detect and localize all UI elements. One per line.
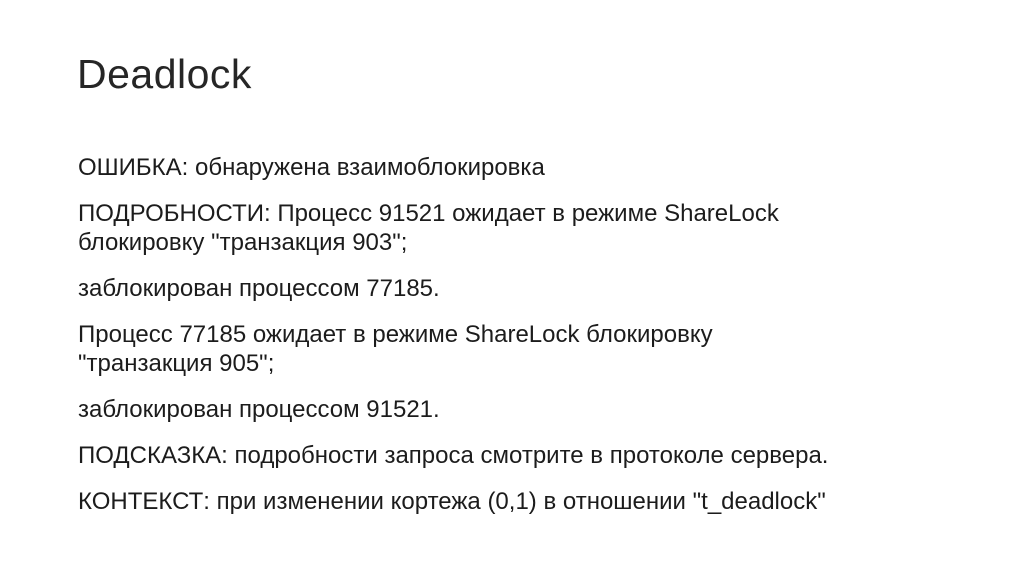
body-paragraph-process-77185: [78, 320, 988, 378]
body-line: Процесс 77185 ожидает в режиме ShareLock блокировку: [78, 321, 713, 348]
body-line: КОНТЕКСТ: при изменении кортежа (0,1) в отношении "t_deadlock": [78, 488, 826, 515]
body-line: ПОДСКАЗКА: подробности запроса смотрите в протоколе сервера.: [78, 442, 829, 469]
body-paragraph-blocked-by-91521: [78, 395, 988, 424]
body-paragraph-context: [78, 487, 988, 516]
body-line: блокировку "транзакция 903";: [78, 229, 408, 256]
body-line: ОШИБКА: обнаружена взаимоблокировка: [78, 154, 545, 181]
body-paragraph-blocked-by-77185: [78, 274, 988, 303]
body-line: заблокирован процессом 91521.: [78, 396, 440, 423]
body-paragraph-detail: [78, 199, 988, 257]
slide-body-text: [78, 153, 988, 533]
body-paragraph-hint: [78, 441, 988, 470]
body-line: ПОДРОБНОСТИ: Процесс 91521 ожидает в режиме ShareLock: [78, 200, 779, 227]
slide-title: Deadlock: [77, 51, 252, 97]
body-paragraph-error: [78, 153, 988, 182]
body-line: "транзакция 905";: [78, 350, 275, 377]
body-line: заблокирован процессом 77185.: [78, 275, 440, 302]
